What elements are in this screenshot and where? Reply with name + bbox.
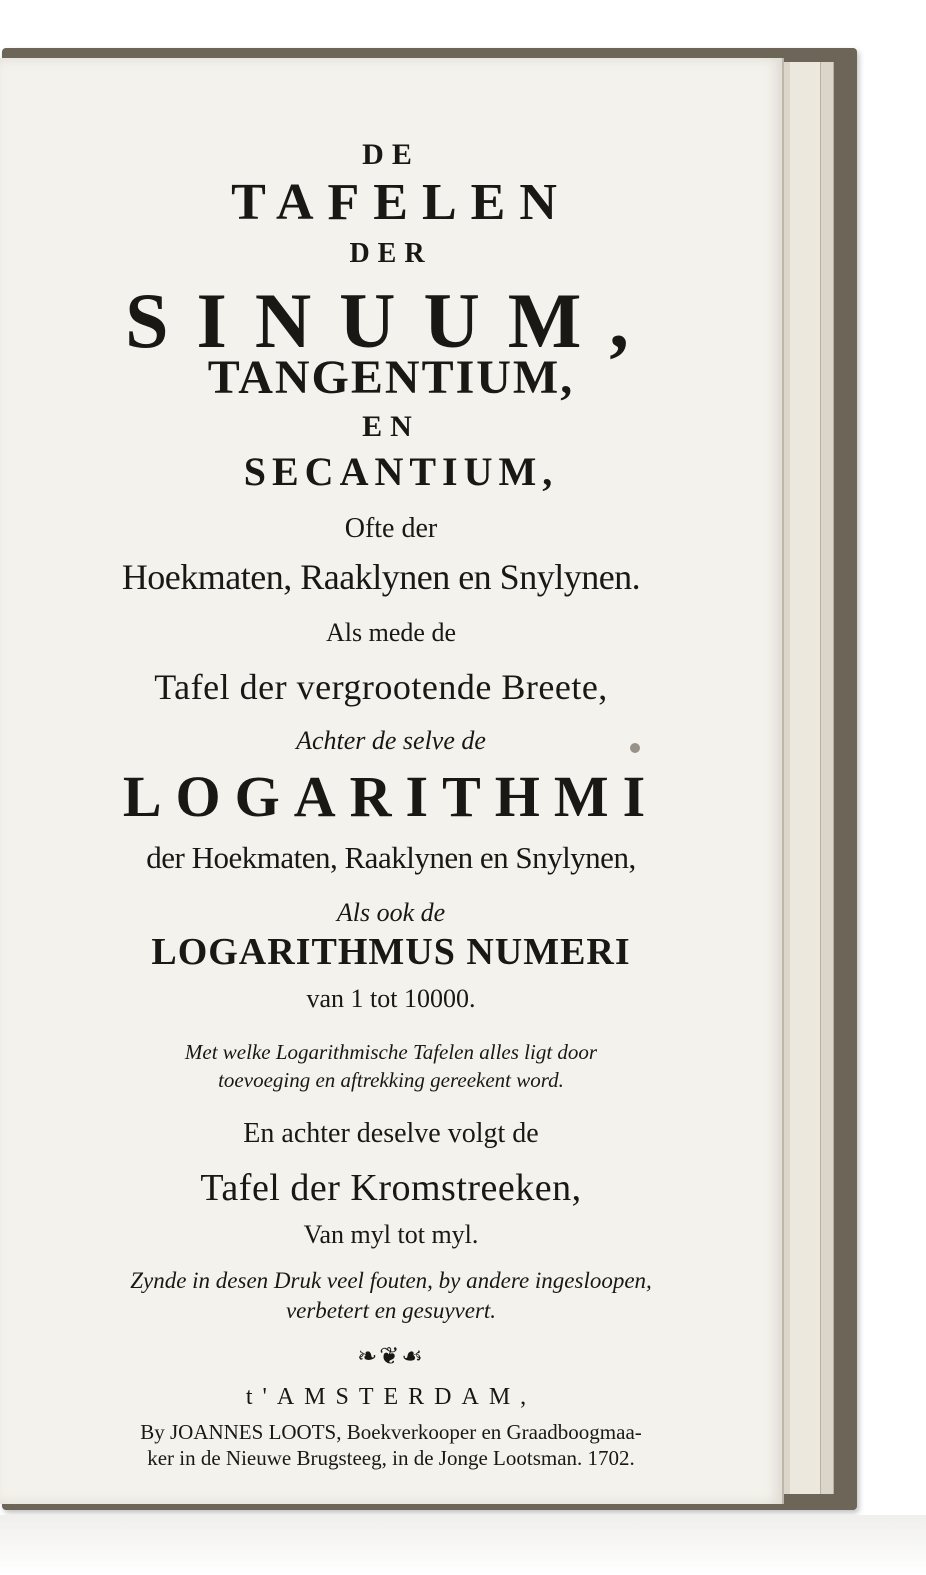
title-line-zynde-1: Zynde in desen Druk veel fouten, by andere ingesloopen,: [130, 1268, 652, 1293]
title-line-logarithmus-numeri: LOGARITHMUS NUMERI: [151, 931, 631, 973]
title-line-sinuum: SINUUM,: [125, 277, 657, 364]
printer-ornament: ❧❦☙: [357, 1344, 425, 1370]
table-surface: [0, 1515, 926, 1575]
title-line-met-welke-2: toevoeging en aftrekking gereekent word.: [218, 1068, 564, 1092]
page-edges-inner: [790, 62, 821, 1494]
imprint-line-2: ker in de Nieuwe Brugsteeg, in de Jonge Lootsman. 1702.: [147, 1446, 635, 1470]
title-line-van-tot: van 1 tot 10000.: [306, 984, 476, 1013]
title-line-hoekmaten: Hoekmaten, Raaklynen en Snylynen.: [121, 557, 641, 597]
title-line-de: DE: [362, 138, 420, 171]
title-line-kromstreeken: Tafel der Kromstreeken,: [200, 1167, 582, 1209]
imprint-line-1: By JOANNES LOOTS, Boekverkooper en Graadboogmaa-: [140, 1420, 642, 1444]
title-line-der-hoekmaten: der Hoekmaten, Raaklynen en Snylynen,: [146, 840, 636, 875]
title-line-secantium: SECANTIUM,: [243, 449, 559, 494]
title-line-met-welke-1: Met welke Logarithmische Tafelen alles ligt door: [184, 1040, 598, 1064]
title-line-als-mede: Als mede de: [326, 618, 456, 647]
title-line-en-achter: En achter deselve volgt de: [243, 1118, 539, 1149]
title-line-logarithmi: LOGARITHMI: [122, 764, 660, 829]
title-page: [0, 58, 784, 1504]
title-line-tangentium: TANGENTIUM,: [207, 351, 575, 404]
title-line-zynde-2: verbetert en gesuyvert.: [285, 1298, 497, 1323]
title-line-tafel-breete: Tafel der vergrootende Breete,: [154, 667, 608, 707]
title-line-achter: Achter de selve de: [296, 726, 486, 755]
imprint-city: t'AMSTERDAM,: [245, 1384, 537, 1410]
title-line-en: EN: [362, 410, 420, 443]
title-line-ofte-der: Ofte der: [344, 513, 438, 544]
title-line-als-ook: Als ook de: [336, 898, 446, 927]
title-line-der: DER: [349, 238, 433, 269]
title-line-tafelen: TAFELEN: [231, 174, 571, 231]
title-line-van-myl: Van myl tot myl.: [303, 1220, 479, 1249]
